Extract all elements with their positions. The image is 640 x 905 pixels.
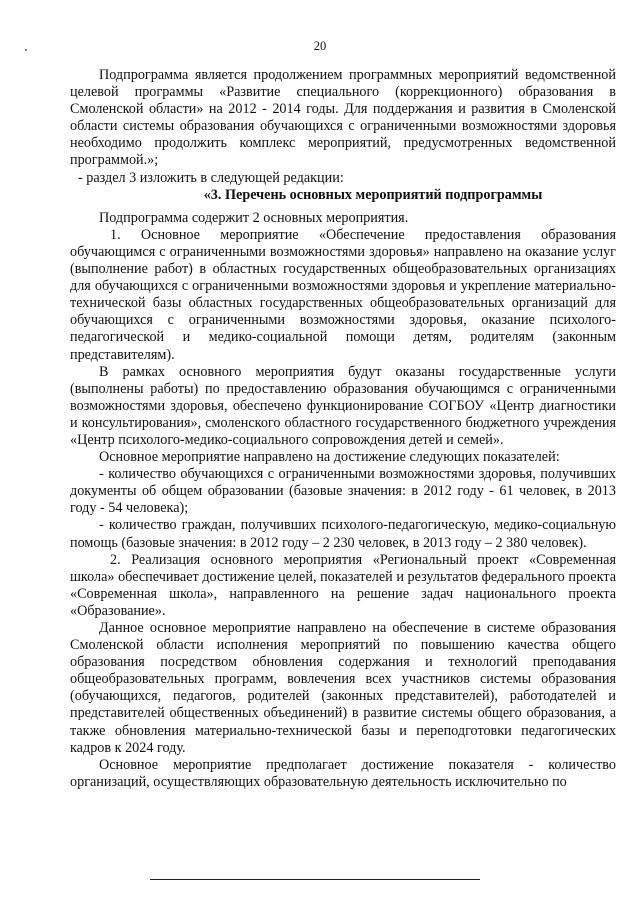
paragraph-measure-1: 1. Основное мероприятие «Обеспечение предоставления образования обучающимся с ограниченными возможностями здоровья» направлено на оказание услуг (выполнение работ) в областных государственных общеобразовательных организациях для обучающихся с ограниченными возможностями здоровья и укрепление материально-технической базы областных государственных общеобразовательных организаций для обучающихся с ограниченными возможностями здоровья, оказание психолого-педагогической и медико-социальной помощи детям, родителям (законным представителям). [70,226,616,363]
page-number: 20 [313,39,327,53]
paragraph-services: В рамках основного мероприятия будут оказаны государственные услуги (выполнены работы) по предоставлению образования обучающимся с ограниченными возможностями здоровья, обеспечено функционирование СОГБОУ «Центр диагностики и консультирования», смоленского областного государственного бюджетного учреждения «Центр психолого-медико-социального сопровождения детей и семей». [70,363,616,448]
paragraph-indicators-intro: Основное мероприятие направлено на достижение следующих показателей: [99,449,560,466]
paragraph-indicator-1: - количество обучающихся с ограниченными возможностями здоровья, получивших документы об общем образовании (базовые значения: в 2012 году - 61 человек, в 2013 году - 54 человека); [70,466,616,517]
document-body [70,67,616,791]
paragraph-measure-2-indicator: Основное мероприятие предполагает достижение показателя - количество организаций, осуществляющих образовательную деятельность исключительно по [70,756,616,790]
section-heading: «3. Перечень основных мероприятий подпрограммы [203,186,543,203]
footer-rule [150,879,480,880]
paragraph-measure-2-detail: Данное основное мероприятие направлено на обеспечение в системе образования Смоленской области исполнения мероприятий по повышению качества общего образования посредством обновления содержания и технологий преподавания общеобразовательных программ, вовлечения всех участников системы образования (обучающихся, педагогов, родителей (законных представителей), работодателей и представителей общественных объединений) в развитие системы общего образования, а также обновления материально-технической базы и переподготовки педагогических кадров к 2024 году. [70,620,616,756]
paragraph-measure-2: 2. Реализация основного мероприятия «Региональный проект «Современная школа» обеспечивает достижение целей, показателей и результатов федерального проекта «Современная школа», направленного на решение задач национального проекта «Образование». [70,551,616,619]
paragraph-summary: Подпрограмма содержит 2 основных мероприятия. [99,209,409,226]
paragraph-indicator-2: - количество граждан, получивших психолого-педагогическую, медико-социальную помощь (базовые значения: в 2012 году – 2 230 человек, в 2013 году – 2 380 человек). [70,517,616,551]
paragraph-intro: Подпрограмма является продолжением программных мероприятий ведомственной целевой программы «Развитие специального (коррекционного) образования в Смоленской области» на 2012 - 2014 годы. Для поддержания и развития в Смоленской области системы образования обучающихся с ограниченными возможностями здоровья необходимо продолжить комплекс мероприятий, предусмотренных ведомственной программой.»; [70,67,616,169]
paragraph-section-instruction: - раздел 3 изложить в следующей редакции: [78,169,344,186]
